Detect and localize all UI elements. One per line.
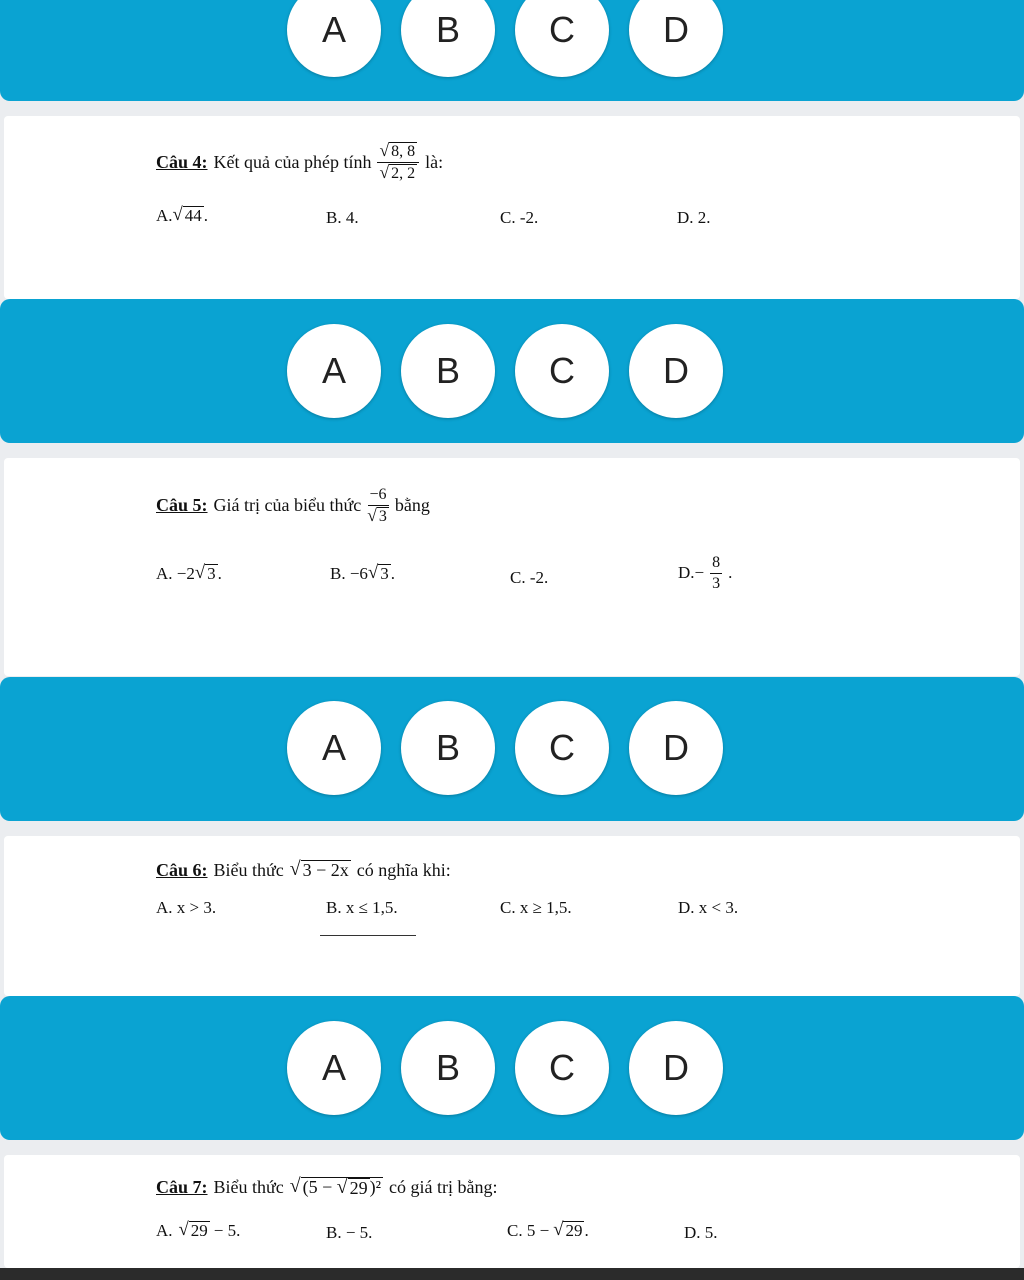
bottom-system-bar	[0, 1268, 1024, 1280]
answer-prefix: C. 5 −	[507, 1221, 550, 1240]
answer-options-4	[287, 1021, 723, 1115]
answer-denominator: 3	[712, 574, 721, 592]
fraction-expression: √ 8, 8 √ 2, 2	[377, 142, 419, 182]
outer-sqrt: √ (5 − √ 29 )²	[289, 1175, 382, 1198]
answer-b: B. x ≤ 1,5.	[326, 898, 398, 917]
answer-b-underline	[320, 935, 416, 936]
answer-band-3	[0, 677, 1024, 821]
answer-suffix: − 5.	[213, 1221, 241, 1240]
question-stem: Kết quả của phép tính	[213, 151, 372, 172]
option-a-button[interactable]: A	[287, 0, 381, 77]
answer-radicand: 44	[184, 206, 202, 226]
option-b-button[interactable]: B	[401, 701, 495, 795]
question-stem: Biểu thức	[213, 860, 284, 880]
option-c-button[interactable]: C	[515, 1021, 609, 1115]
question-card-4	[4, 116, 1020, 299]
fraction-expression: −6 √ 3	[367, 486, 387, 525]
answer-d	[678, 554, 732, 592]
answer-prefix: A.	[156, 206, 173, 225]
option-b-button[interactable]: B	[401, 324, 495, 418]
question-label: Câu 6:	[156, 860, 208, 880]
answer-c: C. -2.	[510, 568, 549, 587]
option-c-button[interactable]: C	[515, 701, 609, 795]
question-tail: là:	[425, 151, 444, 172]
answer-c: C. 5 − √ 29 .	[507, 1219, 589, 1241]
answer-band-2	[0, 299, 1024, 443]
answer-a: A. −2 √ 3 .	[156, 562, 222, 584]
answer-radicand: 29	[565, 1221, 583, 1241]
answer-radicand: 3	[380, 564, 389, 584]
answer-c: C. -2.	[500, 208, 539, 227]
answer-options-2	[287, 324, 723, 418]
question-card-5	[4, 458, 1020, 676]
answer-d: D. 5.	[684, 1223, 718, 1242]
option-b-button[interactable]: B	[401, 1021, 495, 1115]
answer-c: C. x ≥ 1,5.	[500, 898, 572, 917]
answer-suffix: .	[203, 206, 209, 225]
question-stem: Biểu thức	[213, 1177, 284, 1198]
answer-suffix: .	[217, 564, 222, 583]
option-c-button[interactable]: C	[515, 324, 609, 418]
answer-b: B. −6 √ 3 .	[330, 562, 395, 584]
answer-radicand: 29	[190, 1221, 208, 1241]
option-d-button[interactable]: D	[629, 324, 723, 418]
expression-radicand: 3 − 2x	[302, 860, 349, 881]
answer-options-3	[287, 701, 723, 795]
option-d-button[interactable]: D	[629, 0, 723, 77]
option-a-button[interactable]: A	[287, 701, 381, 795]
inner-radicand: 29	[349, 1178, 368, 1198]
answer-d: D. 2.	[677, 208, 711, 227]
denominator-radicand: 3	[378, 507, 387, 525]
answer-b: B. 4.	[326, 208, 359, 227]
option-a-button[interactable]: A	[287, 324, 381, 418]
numerator: −6	[368, 486, 389, 506]
answer-fraction	[710, 554, 722, 592]
answer-options-1	[287, 0, 723, 77]
question-label: Câu 4:	[156, 151, 208, 172]
expression-open: (5 −	[302, 1177, 337, 1197]
numerator-radicand: 8, 8	[391, 143, 416, 160]
answer-d: D. x < 3.	[678, 898, 739, 917]
answer-prefix: B. −6	[330, 564, 368, 583]
question-7-text	[156, 1177, 498, 1199]
answer-band-1	[0, 0, 1024, 101]
answer-prefix: A.	[156, 1221, 173, 1240]
answer-radicand: 3	[207, 564, 216, 584]
option-d-button[interactable]: D	[629, 1021, 723, 1115]
expression-close: )²	[369, 1177, 382, 1197]
question-stem: Giá trị của biểu thức	[213, 495, 362, 516]
option-c-button[interactable]: C	[515, 0, 609, 77]
question-label: Câu 7:	[156, 1177, 208, 1198]
question-card-7	[4, 1155, 1020, 1268]
answer-prefix: A. −2	[156, 564, 195, 583]
denominator-radicand: 2, 2	[391, 164, 416, 182]
answer-numerator: 8	[710, 554, 722, 574]
answer-a: A. √ 44 .	[156, 204, 209, 226]
answer-prefix: D.−	[678, 563, 705, 583]
answer-suffix: .	[584, 1221, 589, 1240]
answer-b: B. − 5.	[326, 1223, 373, 1242]
question-tail: có giá trị bằng:	[389, 1177, 498, 1198]
question-label: Câu 5:	[156, 495, 208, 516]
answer-band-4	[0, 996, 1024, 1140]
question-card-6	[4, 836, 1020, 996]
question-tail: bằng	[394, 495, 430, 516]
question-tail: có nghĩa khi:	[356, 860, 451, 880]
question-4-text	[156, 142, 443, 182]
answer-a: A. √ 29 − 5.	[156, 1219, 241, 1241]
answer-a: A. x > 3.	[156, 898, 217, 917]
answer-suffix: .	[728, 563, 733, 583]
answer-suffix: .	[390, 564, 395, 583]
option-b-button[interactable]: B	[401, 0, 495, 77]
question-6-text: Câu 6: Biểu thức √ 3 − 2x có nghĩa khi:	[156, 858, 451, 881]
question-5-text	[156, 486, 430, 525]
option-d-button[interactable]: D	[629, 701, 723, 795]
option-a-button[interactable]: A	[287, 1021, 381, 1115]
